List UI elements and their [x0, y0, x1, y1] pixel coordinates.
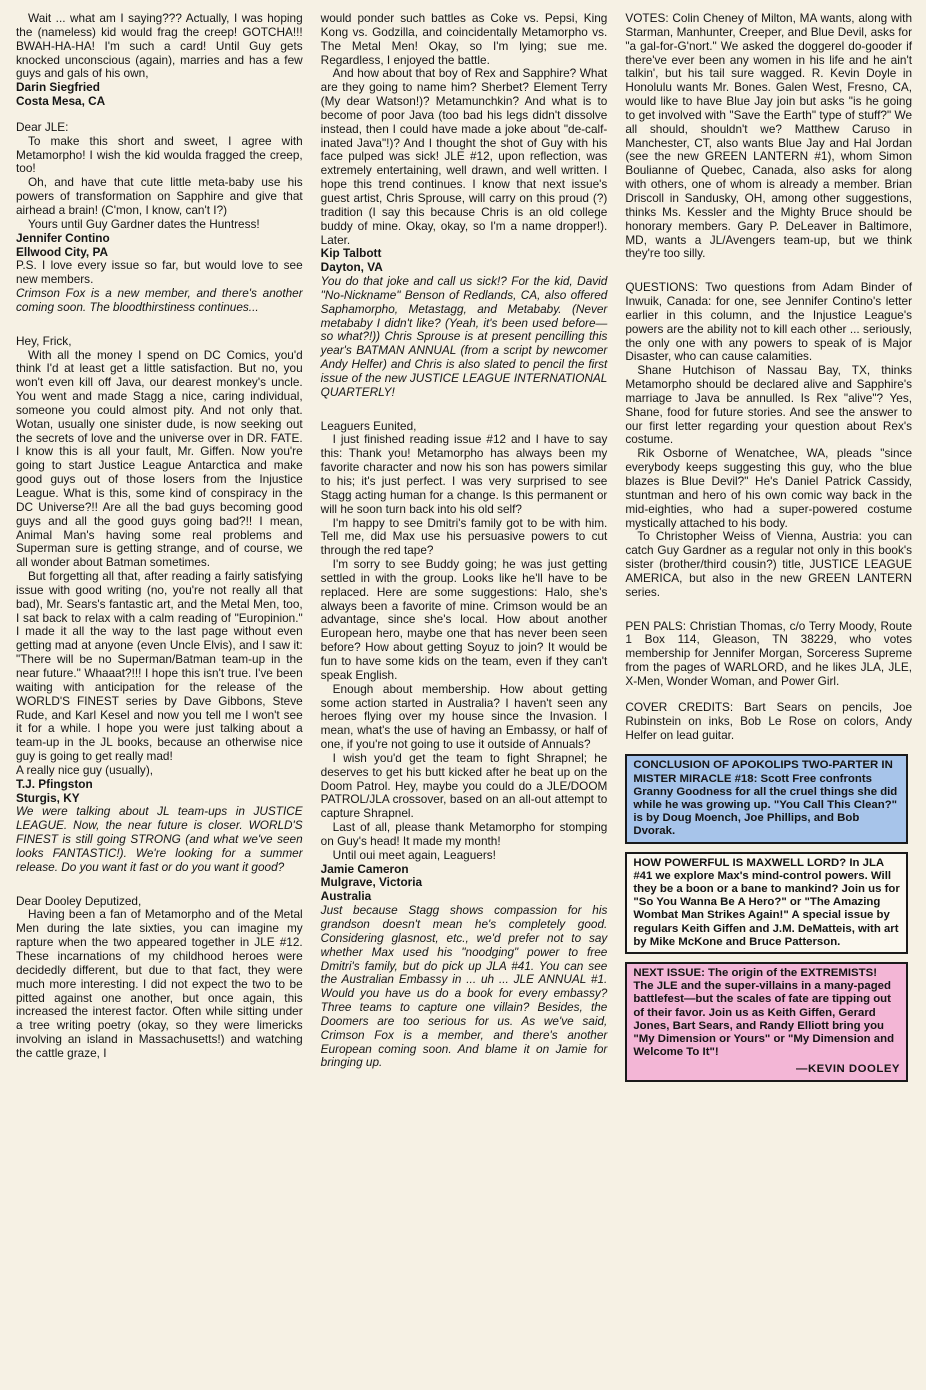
letter-text: And how about that boy of Rex and Sapphire? What are they going to name him? Sherbet? Element Terry (My dear Watson!)? Metamunchkin? And what is to become of poor Java (too bad his legs didn't dissolve instead, then I could have made a joke about "de-calf-inated Java"!)? And I thought the shot of Guy with his face pulped was sick! JLE #12, upon reflection, was extremely entertaining, well drawn, and well written. I hope this trend continues. I know that next issue's guest artist, Chris Sprouse, will carry on this proud (?) tradition (I say this because Chris is an old college buddy of mine. Okay, okay, so I'm a name dropper!). Later.	[320, 66, 608, 247]
letter-text: Wait ... what am I saying??? Actually, I was hoping the (nameless) kid would frag the creep! GOTCHA!!! BWAH-HA-HA! I'm such a card! Until Guy gets knocked unconscious (again), marries and has a few guys and gals of his own,	[16, 11, 303, 81]
letter-text: Until oui meet again, Leaguers!	[332, 847, 496, 862]
letter-salutation: Dear JLE:	[16, 119, 69, 134]
letter-signature-location: Ellwood City, PA	[16, 244, 108, 259]
editor-reply: You do that joke and call us sick!? For the kid, David "No-Nickname" Benson of Redlands, CA, also offered Saphamorpho, Metastagg, and Metababy. (Never metababy I didn't like? (Yeah, it's been used before—so what?!)) Chris Sprouse is at present pencilling this year's BATMAN ANNUAL (from a script by newcomer Andy Helfer) and Chris is also slated to pencil the first issue of the new JUSTICE LEAGUE INTERNATIONAL QUARTERLY!	[320, 274, 608, 399]
promo-box-mister-miracle	[625, 754, 908, 843]
letter-text: To make this short and sweet, I agree with Metamorpho! I wish the kid woulda fragged the creep, too!	[16, 133, 303, 176]
letter-signature-location: Australia	[320, 889, 372, 904]
letter-signature-location: Sturgis, KY	[16, 790, 80, 805]
letter-text: Having been a fan of Metamorpho and of the Metal Men during the late sixties, you can imagine my rapture when the two appeared together in JLE #12. These incarnations of my childhood heroes were decidedly different, but due to that fact, they were much more interesting. I did not expect the two to be pitted against one another, but once again, this increased the interest factor. Often while sitting under a tree writing poetry (okay, so they were limericks involving an island in Massachusetts!) and watching the cattle graze, I	[16, 907, 303, 1060]
questions-section: Shane Hutchison of Nassau Bay, TX, thinks Metamorpho should be declared alive and Sapphire's marriage to Java be annulled. Is Rex "alive"? Yes, Shane, food for future stories. And see the answer to our first letter regarding your question about Rex's costume.	[625, 363, 913, 447]
letter-signature-name: Jennifer Contino	[16, 230, 110, 245]
column-middle	[321, 12, 608, 1376]
letter-text: I wish you'd get the team to fight Shrapnel; he deserves to get his butt kicked after he beat up on the Doom Patrol. Hey, maybe you could do a JLE/DOOM PATROL/JLA crossover, based on an all-out attempt to capture Shrapnel.	[320, 750, 608, 821]
promo-text: CONCLUSION OF APOKOLIPS TWO-PARTER IN MISTER MIRACLE #18: Scott Free confronts Granny Goodness for all the cruel things she did while he was growing up. "You Call This Clean?" is by Doug Moench, Joe Phillips, and Bob Dvorak.	[633, 759, 898, 838]
promo-box-next-issue	[625, 962, 908, 1082]
letter-text: But forgetting all that, after reading a fairly satisfying issue with good writing (no, you're not really all that bad), Mr. Sears's fantastic art, and the Metal Men, too, I sat back to relax with a calm reading of "Europinion." I made it all the way to the last page without even getting mad at anyone (even Uncle Elvis), and I saw it: "There will be no Superman/Batman team-up in the near future." Whaaat?!!! I hope this isn't true. I've been waiting with anticipation for the release of the WORLD'S FINEST series by Dave Gibbons, Steve Rude, and Karl Kesel and now you tell me I won't see it for a while. I hope you were just talking about a team-up in the JL books, because an otherwise nice guy is going to get really mad!	[16, 569, 303, 764]
column-left	[16, 12, 303, 1376]
letter-signature-name: Jamie Cameron	[320, 861, 409, 876]
letter-salutation: Leaguers Eunited,	[320, 418, 417, 433]
letter-text: Enough about membership. How about getting some action started in Australia? I haven't seen any heroes flying over my house since the Invasion. I mean, what's the use of having an Embassy, or half of one, if you're not going to use it outside of Annuals?	[320, 681, 608, 752]
letter-text: Oh, and have that cute little meta-baby use his powers of transformation on Sapphire and give that airhead a brain! (C'mon, I know, can't I?)	[16, 175, 303, 217]
letter-text: I'm happy to see Dmitri's family got to be with him. Tell me, did Max use his persuasive powers to cut through the red tape?	[320, 515, 608, 558]
letter-signature-name: T.J. Pfingston	[16, 776, 93, 791]
letter-text: I just finished reading issue #12 and I have to say this: Thank you! Metamorpho has always been my favorite character and now his son has powers similar to his; it's just perfect. I was very surprised to see Stagg acting human for a change. Is this permanent or will he soon turn back into his old self?	[320, 432, 608, 516]
letter-text: Yours until Guy Gardner dates the Huntress!	[28, 216, 260, 231]
promo-text: NEXT ISSUE: The origin of the EXTREMISTS! The JLE and the super-villains in a many-paged battlefest—but the scales of fate are tipping out of their favor. Join us as Keith Giffen, Gerard Jones, Bart Sears, and Randy Elliott bring you "My Dimension or Yours" or "My Dimension and Welcome To It"!	[633, 966, 895, 1059]
letter-signature-name: Darin Siegfried	[16, 80, 100, 95]
pen-pals-section: PEN PALS: Christian Thomas, c/o Terry Moody, Route 1 Box 114, Gleason, TN 38229, who votes membership for Jennifer Morgan, Sorceress Supreme from the pages of WARLORD, and he likes JLA, JLE, X-Men, Wonder Woman, and Power Girl.	[625, 618, 913, 688]
questions-section: QUESTIONS: Two questions from Adam Binder of Inwuik, Canada: for one, see Jennifer Contino's letter earlier in this column, and the Injustice League's powers are the ability not to kill each other ... seriously, the only one with any powers to speak of is Major Disaster, who can cause calamities.	[625, 280, 913, 364]
letter-text: I'm sorry to see Buddy going; he was just getting settled in with the group. Looks like he'll have to be replaced. Here are some suggestions: Halo, she's always been a favorite of mine. Crimson would be an advantage, since she's local. How about another European hero, maybe one that has never been seen before? How about getting Soyuz to join? It would be fun to have some kids on the team, even if they can't speak English.	[320, 557, 608, 682]
letter-signature-location: Costa Mesa, CA	[16, 94, 106, 109]
letter-signature-name: Kip Talbott	[320, 246, 382, 261]
promo-box-jla	[625, 852, 908, 954]
letter-signature-location: Dayton, VA	[320, 260, 383, 275]
letter-signature-location: Mulgrave, Victoria	[320, 875, 423, 890]
letter-salutation: Hey, Frick,	[16, 333, 72, 348]
editor-reply: We were talking about JL team-ups in JUSTICE LEAGUE. Now, the near future is closer. WORLD'S FINEST is still going STRONG (and what we've seen looks FANTASTIC!). We're looking for a summer release. Do you want it fast or do you want it good?	[16, 804, 303, 874]
letter-signature-name: A really nice guy (usually),	[16, 762, 154, 777]
editor-signoff: —KEVIN DOOLEY	[796, 1063, 901, 1076]
questions-section: To Christopher Weiss of Vienna, Austria: you can catch Guy Gardner as a regular not only in this book's sister (brother/third cousin?) title, JUSTICE LEAGUE AMERICA, but also in the new GREEN LANTERN series.	[625, 529, 913, 599]
letter-salutation: Dear Dooley Deputized,	[16, 893, 142, 908]
votes-section: VOTES: Colin Cheney of Milton, MA wants, along with Starman, Manhunter, Creeper, and Blue Devil, asks for "a gal-for-G'nort." We asked the doggerel do-gooder if there've ever been any women in his life and he ain't talkin', but his tail sure wagged. R. Kevin Doyle in Honolulu wants Mr. Bones. Galen West, Fresno, CA, would like to have Blue Jay join but asks "is he going to get involved with "Save the Earth" type of stuff?" We all should, shouldn't we? Matthew Caruso in Manchester, CT, also wants Blue Jay and Hal Jordan (see the new GREEN LANTERN #1), whom Simon Boulianne of Quebec, Canada, also asks for along with others, one of whom is already a member. Brian Driscoll in Sandusky, OH, among other suggestions, thinks Ms. Kessler and the Mighty Bruce should be honorary members. Gary P. DeLeaver in Baltimore, MD, wants a JL/Avengers team-up, but we think they're too silly.	[625, 11, 913, 261]
promo-text: HOW POWERFUL IS MAXWELL LORD? In JLA #41 we explore Max's mind-control powers. Will they be a boon or a bane to mankind? Join us for "So You Wanna Be A Hero?" or "The Amazing Wombat Man Strikes Again!" A special issue by regulars Keith Giffen and J.M. DeMatteis, with art by Mike McKone and Bruce Patterson.	[633, 856, 900, 948]
cover-credits-section: COVER CREDITS: Bart Sears on pencils, Joe Rubinstein on inks, Bob Le Rose on colors, Andy Helfer on lead guitar.	[625, 699, 913, 742]
questions-section: Rik Osborne of Wenatchee, WA, pleads "since everybody keeps suggesting this guy, who the blue blazes is Blue Devil?" He's Daniel Patrick Cassidy, stuntman and hero of his own comic way back in the mid-eighties, who had a super-powered costume mystically attached to his body.	[625, 446, 913, 530]
editor-reply: Crimson Fox is a new member, and there's another coming soon. The bloodthirstiness continues...	[16, 286, 303, 314]
letter-postscript: P.S. I love every issue so far, but would love to see new members.	[16, 258, 303, 287]
column-right	[625, 12, 912, 1376]
letter-text: Last of all, please thank Metamorpho for stomping on Guy's head! It made my month!	[320, 820, 608, 848]
letter-text: would ponder such battles as Coke vs. Pepsi, King Kong vs. Godzilla, and coincidentally Metamorpho vs. The Metal Men! Okay, so I'm lying; sue me. Regardless, I enjoyed the battle.	[320, 11, 608, 67]
editor-reply: Just because Stagg shows compassion for his grandson doesn't mean he's completely good. Considering glasnost, etc., we'd prefer not to say whether Max used his "noodging" power to free Dmitri's family, but do pick up JLA #41. You can see the Australian Embassy in ... uh ... JLE ANNUAL #1. Would you have us do a book for every embassy? Three teams to capture one villain? Besides, the Doomers are too serious for us. As we've said, Crimson Fox is a member, and there's another European coming soon. And blame it on Jamie for bringing up.	[320, 903, 608, 1070]
letter-text: With all the money I spend on DC Comics, you'd think I'd at least get a little satisfaction. But no, you won't even kill off Java, our dearest monkey's uncle. You went and made Stagg a nice, caring individual, someone you could almost pity. And not only that. Wotan, usually one sinister dude, is now seeking out the secrets of love and the universe over in DR. FATE. I know this is all your fault, Mr. Giffen. Now you're going to start Justice League Antarctica and make good guys out of those losers from the Injustice League. What is this, some kind of conspiracy in the DC Universe?!! Are all the bad guys becoming good guys and all the good guys going bad?!! I mean, Animal Man's having some real problems and Superman sure is getting strange, and of course, we all wonder about Batman sometimes.	[16, 347, 303, 570]
